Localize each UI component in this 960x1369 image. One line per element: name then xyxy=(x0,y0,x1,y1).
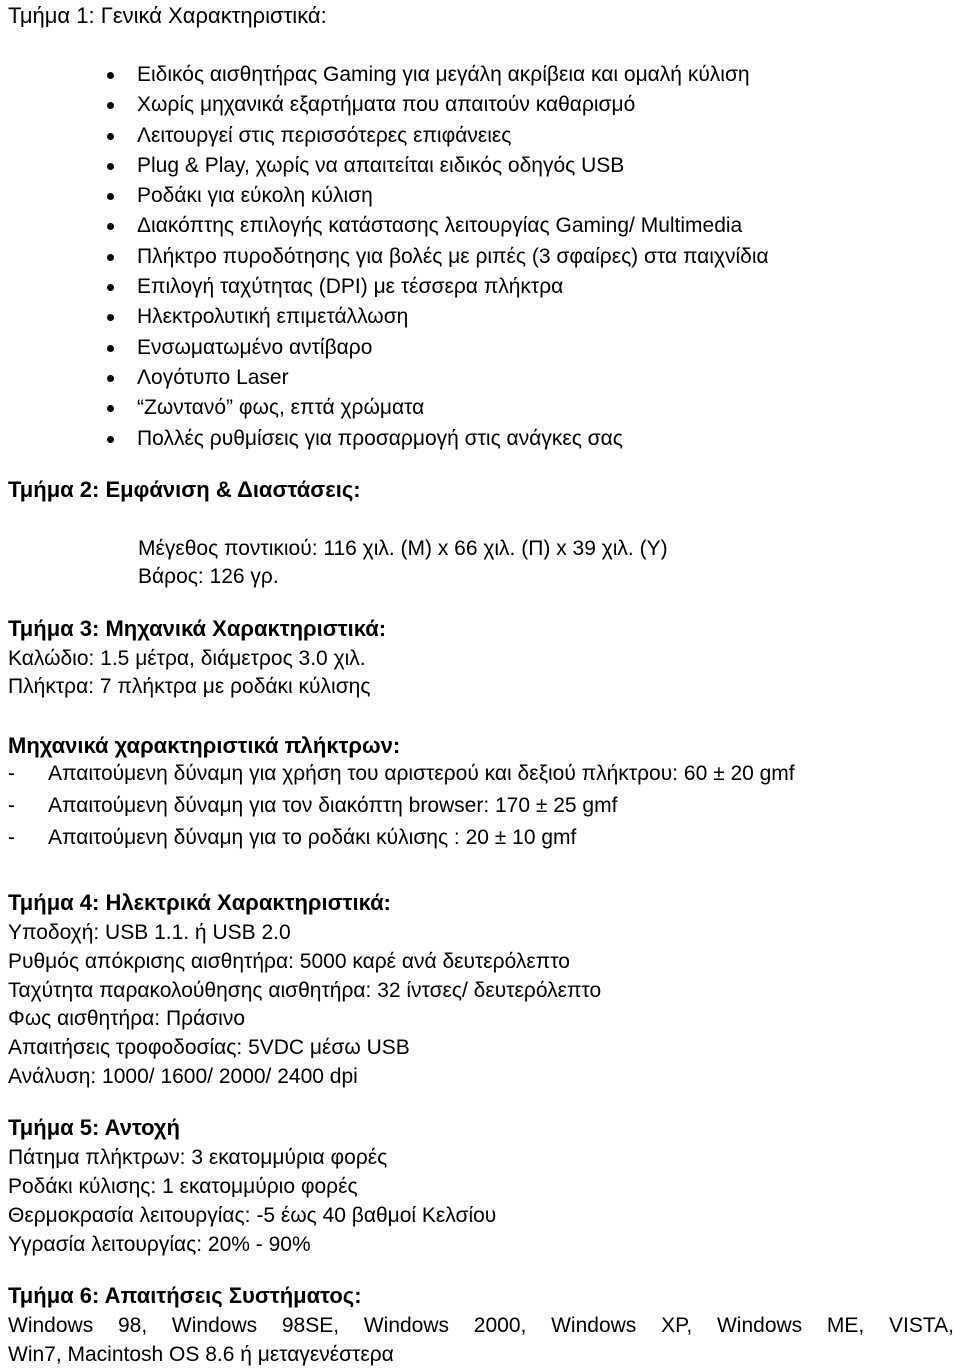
durability-line: Ροδάκι κύλισης: 1 εκατομμύριο φορές xyxy=(8,1175,358,1198)
list-item: “Ζωντανό” φως, επτά χρώματα xyxy=(0,393,960,423)
section4-heading: Τμήμα 4: Ηλεκτρικά Χαρακτηριστικά: xyxy=(8,890,391,915)
os-list-line1: Windows 98, Windows 98SE, Windows 2000, Windows XP, Windows ME, VISTA, xyxy=(8,1314,954,1337)
bullet-icon xyxy=(107,133,114,140)
list-item: Χωρίς μηχανικά εξαρτήματα που απαιτούν καθαρισμό xyxy=(0,90,960,120)
bullet-icon xyxy=(107,163,114,170)
section3-heading: Τμήμα 3: Μηχανικά Χαρακτηριστικά: xyxy=(8,616,387,641)
list-item: Ηλεκτρολυτική επιμετάλλωση xyxy=(0,302,960,332)
bullet-icon xyxy=(107,345,114,352)
cable-spec: Καλώδιο: 1.5 μέτρα, διάμετρος 3.0 χιλ. xyxy=(8,647,366,670)
mech-item: - Απαιτούμενη δύναμη για χρήση του αριστερού και δεξιού πλήκτρου: 60 ± 20 gmf xyxy=(8,762,795,785)
dash-marker: - xyxy=(8,826,15,849)
section1-heading: Τμήμα 1: Γενικά Χαρακτηριστικά: xyxy=(8,3,327,28)
list-item: Ειδικός αισθητήρας Gaming για μεγάλη ακρίβεια και ομαλή κύλιση xyxy=(0,60,960,90)
section2-heading: Τμήμα 2: Εμφάνιση & Διαστάσεις: xyxy=(8,477,361,502)
list-item: Λειτουργεί στις περισσότερες επιφάνειες xyxy=(0,121,960,151)
list-item: Plug & Play, χωρίς να απαιτείται ειδικός οδηγός USB xyxy=(0,151,960,181)
bullet-icon xyxy=(107,284,114,291)
durability-line: Υγρασία λειτουργίας: 20% - 90% xyxy=(8,1233,311,1256)
list-item: Επιλογή ταχύτητας (DPI) με τέσσερα πλήκτρα xyxy=(0,272,960,302)
feature-list xyxy=(0,60,960,454)
mech-heading: Μηχανικά χαρακτηριστικά πλήκτρων: xyxy=(8,733,401,758)
section5-heading: Τμήμα 5: Αντοχή xyxy=(8,1115,180,1140)
spec-line: Φως αισθητήρα: Πράσινο xyxy=(8,1007,246,1030)
spec-line: Ανάλυση: 1000/ 1600/ 2000/ 2400 dpi xyxy=(8,1065,358,1088)
bullet-icon xyxy=(107,193,114,200)
mouse-size: Μέγεθος ποντικιού: 116 χιλ. (Μ) x 66 χιλ. (Π) x 39 χιλ. (Υ) xyxy=(138,537,668,560)
section6-heading: Τμήμα 6: Απαιτήσεις Συστήματος: xyxy=(8,1283,362,1308)
bullet-icon xyxy=(107,254,114,261)
bullet-icon xyxy=(107,375,114,382)
bullet-icon xyxy=(107,405,114,412)
spec-line: Υποδοχή: USB 1.1. ή USB 2.0 xyxy=(8,921,291,944)
bullet-icon xyxy=(107,72,114,79)
durability-line: Θερμοκρασία λειτουργίας: -5 έως 40 βαθμοί Κελσίου xyxy=(8,1204,497,1227)
os-list-line2: Win7, Macintosh OS 8.6 ή μεταγενέστερα xyxy=(8,1343,394,1366)
bullet-icon xyxy=(107,223,114,230)
list-item: Πολλές ρυθμίσεις για προσαρμογή στις ανάγκες σας xyxy=(0,424,960,454)
list-item: Λογότυπο Laser xyxy=(0,363,960,393)
bullet-icon xyxy=(107,102,114,109)
bullet-icon xyxy=(107,314,114,321)
list-item: Πλήκτρο πυροδότησης για βολές με ριπές (3 σφαίρες) στα παιχνίδια xyxy=(0,242,960,272)
dash-marker: - xyxy=(8,762,15,785)
spec-line: Απαιτήσεις τροφοδοσίας: 5VDC μέσω USB xyxy=(8,1036,410,1059)
mech-item: - Απαιτούμενη δύναμη για τον διακόπτη browser: 170 ± 25 gmf xyxy=(8,794,618,817)
spec-line: Ρυθμός απόκρισης αισθητήρα: 5000 καρέ ανά δευτερόλεπτο xyxy=(8,950,570,973)
spec-line: Ταχύτητα παρακολούθησης αισθητήρα: 32 ίντσες/ δευτερόλεπτο xyxy=(8,979,602,1002)
durability-line: Πάτημα πλήκτρων: 3 εκατομμύρια φορές xyxy=(8,1146,388,1169)
dash-marker: - xyxy=(8,794,15,817)
buttons-spec: Πλήκτρα: 7 πλήκτρα με ροδάκι κύλισης xyxy=(8,675,371,698)
list-item: Διακόπτης επιλογής κατάστασης λειτουργίας Gaming/ Multimedia xyxy=(0,211,960,241)
mech-item: - Απαιτούμενη δύναμη για το ροδάκι κύλισης : 20 ± 10 gmf xyxy=(8,826,577,849)
bullet-icon xyxy=(107,436,114,443)
list-item: Ενσωματωμένο αντίβαρο xyxy=(0,333,960,363)
list-item: Ροδάκι για εύκολη κύλιση xyxy=(0,181,960,211)
mouse-weight: Βάρος: 126 γρ. xyxy=(138,565,279,588)
